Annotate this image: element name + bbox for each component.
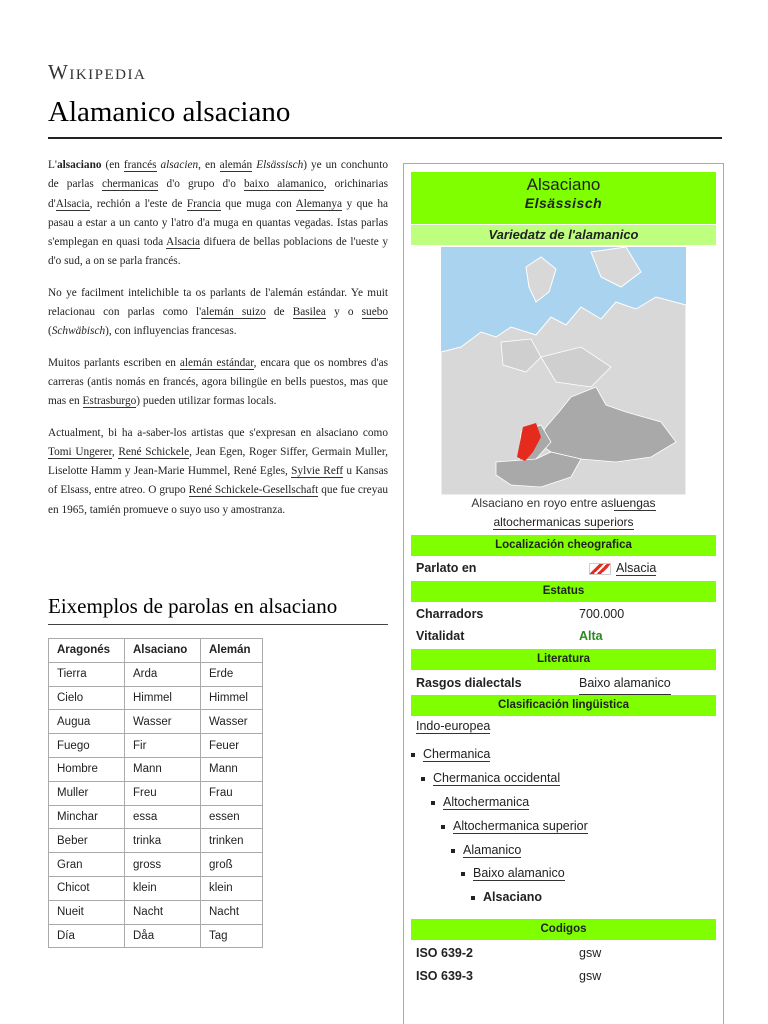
language-infobox [403, 163, 724, 1024]
table-cell: Mann [201, 757, 263, 781]
section-classification: Clasificación lingüistica [411, 695, 716, 716]
table-cell: Augua [49, 710, 125, 734]
caption-text: Alsaciano en royo entre as [471, 496, 614, 510]
table-row [49, 686, 263, 710]
page-title: Alamanico alsaciano [48, 96, 291, 128]
table-cell: trinken [201, 829, 263, 853]
label-iso-639-2: ISO 639-2 [416, 946, 473, 960]
section-codes: Codigos [411, 919, 716, 940]
distribution-map[interactable] [441, 247, 686, 495]
native-name: Elsässisch [524, 195, 603, 211]
value-speakers: 700.000 [579, 607, 625, 621]
table-cell: klein [125, 876, 201, 900]
table-cell: Nacht [201, 900, 263, 924]
table-cell: Mann [125, 757, 201, 781]
table-row [49, 710, 263, 734]
table-row [49, 829, 263, 853]
table-cell: Hombre [49, 757, 125, 781]
table-row [49, 662, 263, 686]
table-row [49, 853, 263, 877]
row-spoken-in [416, 557, 716, 579]
bullet-icon [431, 801, 435, 805]
row-iso-639-3 [416, 965, 716, 987]
table-cell: Fir [125, 734, 201, 758]
label-speakers: Charradors [416, 607, 484, 621]
alsace-flag-icon [589, 563, 611, 575]
table-cell: Muller [49, 781, 125, 805]
row-vitality [416, 625, 716, 647]
variety-label[interactable]: Variedatz de l'alamanico [411, 225, 716, 245]
examples-table [48, 638, 263, 948]
link-alamanico[interactable]: Alamanico [463, 843, 522, 857]
table-cell: Wasser [125, 710, 201, 734]
bullet-icon [421, 777, 425, 781]
infobox-header [411, 172, 716, 224]
value-iso-639-3: gsw [579, 969, 602, 983]
table-cell: Beber [49, 829, 125, 853]
row-iso-639-2 [416, 942, 716, 964]
paragraph-3: Muitos parlants escriben en alemán estándar, encara que os nombres d'as carreras (antis nomás en francés, agora bilingüe en bells puestos, mas que mas en Estrasburgo) pueden utilizar formas locals. [48, 356, 388, 408]
table-cell: Freu [125, 781, 201, 805]
bullet-icon [411, 753, 415, 757]
bullet-icon [441, 825, 445, 829]
section-status: Estatus [411, 581, 716, 602]
bullet-icon [461, 872, 465, 876]
article-body [48, 156, 388, 532]
table-cell: groß [201, 853, 263, 877]
section-location: Localización cheografica [411, 535, 716, 556]
language-name: Alsaciano [526, 175, 601, 194]
table-row [49, 924, 263, 948]
map-image [441, 247, 686, 495]
table-cell: trinka [125, 829, 201, 853]
table-cell: gross [125, 853, 201, 877]
row-dialect [416, 672, 716, 694]
table-cell: essen [201, 805, 263, 829]
table-cell: essa [125, 805, 201, 829]
table-cell: Nacht [125, 900, 201, 924]
table-cell: Minchar [49, 805, 125, 829]
table-cell: Himmel [201, 686, 263, 710]
link-altochermanica-superior[interactable]: Altochermanica superior [453, 819, 588, 833]
table-cell: Gran [49, 853, 125, 877]
column-header: Alsaciano [125, 639, 201, 663]
link-baixo-alamanico[interactable]: Baixo alamanico [579, 672, 671, 695]
table-row [49, 757, 263, 781]
table-row [49, 805, 263, 829]
table-cell: Fuego [49, 734, 125, 758]
link-indo-europea[interactable]: Indo-europea [416, 719, 491, 733]
section-heading-examples: Eixemplos de parolas en alsaciano [48, 594, 338, 618]
paragraph-2: No ye facilment intelichible ta os parlants de l'alemán estándar. Ye muit relacionau con parlas como l'alemán suizo de Basilea y o suebo (Schwäbisch), con influyencias francesas. [48, 286, 389, 338]
paragraph-1: L'alsaciano (en francés alsacien, en alemán Elsässisch) ye un conchunto de parlas chermanicas d'o grupo d'o baixo alamanico, orichinarias d'Alsacia, rechión a l'este de Francia que muga con Alemanya y que ha pasau a estar a un canto y l'atro d'a muga en quantas vegadas. Istas parlas s'emplegan en quasi toda Alsacia difuera de bellas poblacions de l'ueste y d'o sud, a on se parla francés. [48, 159, 388, 268]
table-cell: Cielo [49, 686, 125, 710]
map-caption [416, 494, 711, 532]
wikipedia-logo[interactable]: Wikipedia [48, 60, 147, 84]
bullet-icon [471, 896, 475, 900]
table-row [49, 900, 263, 924]
value-iso-639-2: gsw [579, 946, 602, 960]
table-cell: Frau [201, 781, 263, 805]
table-row [49, 876, 263, 900]
link-chermanica-occidental[interactable]: Chermanica occidental [433, 771, 561, 785]
table-cell: klein [201, 876, 263, 900]
label-dialect: Rasgos dialectals [416, 676, 522, 690]
section-divider [48, 624, 388, 625]
table-cell: Erde [201, 662, 263, 686]
table-header-row [49, 639, 263, 663]
link-altochermanica[interactable]: Altochermanica [443, 795, 530, 809]
section-literature: Literatura [411, 649, 716, 670]
table-cell: Himmel [125, 686, 201, 710]
table-row [49, 781, 263, 805]
row-speakers [416, 603, 716, 625]
table-cell: Dåa [125, 924, 201, 948]
table-cell: Día [49, 924, 125, 948]
link-alsacia[interactable]: Alsacia [616, 561, 657, 575]
table-cell: Tag [201, 924, 263, 948]
label-vitality: Vitalidat [416, 629, 465, 643]
link-baixo-alamanico-tree[interactable]: Baixo alamanico [473, 866, 565, 880]
value-vitality: Alta [579, 629, 603, 643]
caption-link-altochermanicas[interactable]: altochermanicas superiors [493, 515, 634, 529]
table-cell: Arda [125, 662, 201, 686]
link-chermanica[interactable]: Chermanica [423, 747, 491, 761]
table-cell: Feuer [201, 734, 263, 758]
column-header: Aragonés [49, 639, 125, 663]
label-spoken-in: Parlato en [416, 561, 477, 575]
current-language: Alsaciano [483, 890, 543, 904]
column-header: Alemán [201, 639, 263, 663]
table-cell: Wasser [201, 710, 263, 734]
table-cell: Tierra [49, 662, 125, 686]
table-cell: Nueit [49, 900, 125, 924]
bullet-icon [451, 849, 455, 853]
title-divider [48, 137, 722, 139]
label-iso-639-3: ISO 639-3 [416, 969, 473, 983]
table-cell: Chicot [49, 876, 125, 900]
caption-link-luengas[interactable]: luengas [613, 496, 656, 510]
table-row [49, 734, 263, 758]
paragraph-4: Actualment, bi ha a-saber-los artistas que s'expresan en alsaciano como Tomi Ungerer, René Schickele, Jean Egen, Roger Siffer, Germain Muller, Liselotte Hamm y Jean-Marie Hummel, René Egles, Sylvie Reff u Kansas of Elsass, entre atreo. O grupo René Schickele-Gesellschaft que fue creyau en 1965, tamién promueve o suyo uso y amostranza. [48, 426, 389, 516]
